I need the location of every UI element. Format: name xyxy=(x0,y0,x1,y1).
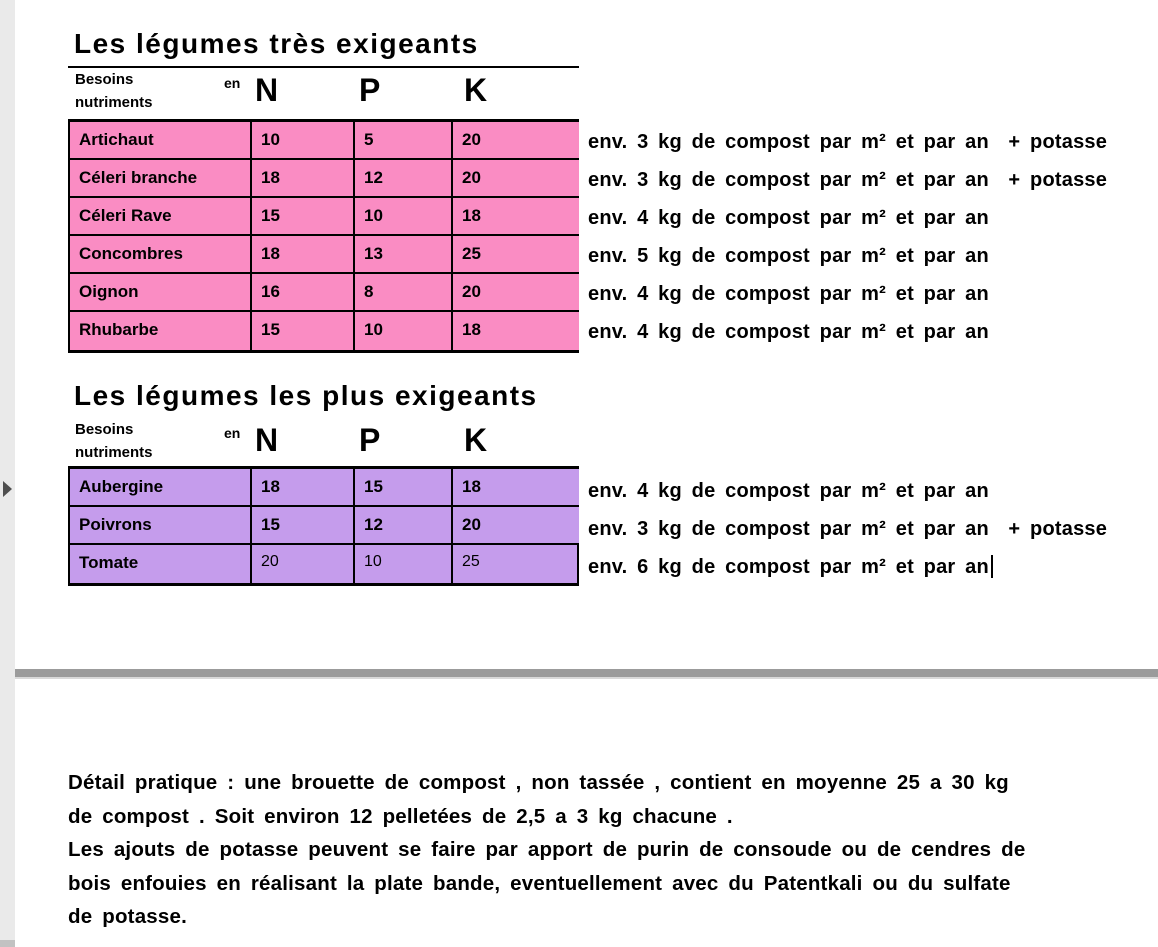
table-row xyxy=(70,507,579,545)
title-underline xyxy=(68,66,579,68)
cell-k[interactable]: 18 xyxy=(462,477,481,496)
cell-n[interactable]: 18 xyxy=(252,236,355,272)
cell-p[interactable]: 10 xyxy=(355,545,453,583)
cell-vegetable[interactable]: Oignon xyxy=(70,274,252,310)
column-header-n[interactable]: N xyxy=(255,72,279,108)
cell-p[interactable]: 8 xyxy=(355,274,453,310)
footer-text-line[interactable]: de potasse. xyxy=(68,905,187,928)
cell-n[interactable]: 15 xyxy=(252,198,355,234)
cell-vegetable[interactable]: Céleri Rave xyxy=(70,198,252,234)
cell-vegetable[interactable]: Tomate xyxy=(70,545,252,583)
cell-vegetable[interactable]: Aubergine xyxy=(70,469,252,505)
cell-vegetable[interactable]: Concombres xyxy=(70,236,252,272)
cell-n[interactable]: 18 xyxy=(252,469,355,505)
table-corner-label[interactable]: nutriments xyxy=(75,444,153,461)
cell-p[interactable]: 12 xyxy=(355,507,453,543)
cell-vegetable[interactable]: Céleri branche xyxy=(70,160,252,196)
cell-n[interactable]: 15 xyxy=(252,507,355,543)
left-panel-strip xyxy=(0,0,15,947)
compost-note[interactable]: env. 3 kg de compost par m² et par an + potasse xyxy=(588,131,1108,153)
table-row xyxy=(70,198,579,236)
table-row-selected xyxy=(70,545,579,583)
table-corner-label[interactable]: nutriments xyxy=(75,94,153,111)
column-header-k[interactable]: K xyxy=(464,72,488,108)
table-row xyxy=(70,122,579,160)
cell-vegetable[interactable]: Rhubarbe xyxy=(70,312,252,350)
cell-k[interactable]: 25 xyxy=(462,244,481,263)
cell-p[interactable]: 10 xyxy=(355,312,453,350)
table-row xyxy=(70,469,579,507)
compost-note-text: env. 6 kg de compost par m² et par an xyxy=(588,556,989,578)
cell-k[interactable]: 18 xyxy=(462,206,481,225)
section-title[interactable]: Les légumes très exigeants xyxy=(74,28,479,59)
nutrients-table xyxy=(68,466,579,586)
cell-p[interactable]: 5 xyxy=(355,122,453,158)
column-header-n[interactable]: N xyxy=(255,422,279,458)
table-corner-suffix[interactable]: en xyxy=(224,75,241,91)
table-corner-label[interactable]: Besoins xyxy=(75,421,134,438)
table-row xyxy=(70,312,579,350)
text-cursor xyxy=(991,555,993,578)
footer-paragraphs xyxy=(68,771,1153,939)
cell-k[interactable]: 18 xyxy=(462,320,481,339)
cell-k[interactable]: 20 xyxy=(462,130,481,149)
compost-note[interactable]: env. 4 kg de compost par m² et par an xyxy=(588,207,989,229)
cell-k[interactable]: 20 xyxy=(462,515,481,534)
footer-text-line[interactable]: Les ajouts de potasse peuvent se faire par apport de purin de consoude ou de cendres de xyxy=(68,838,1026,861)
footer-text-line[interactable]: Détail pratique : une brouette de compost , non tassée , contient en moyenne 25 a 30 kg xyxy=(68,771,1009,794)
compost-note[interactable]: env. 3 kg de compost par m² et par an + potasse xyxy=(588,518,1108,540)
page-break-divider xyxy=(15,669,1158,677)
table-row xyxy=(70,236,579,274)
table-row xyxy=(70,160,579,198)
compost-note[interactable]: env. 3 kg de compost par m² et par an + potasse xyxy=(588,169,1108,191)
cell-k[interactable]: 20 xyxy=(462,282,481,301)
page-break-divider-shadow xyxy=(15,677,1158,679)
expand-panel-arrow-icon[interactable] xyxy=(3,481,12,497)
table-corner-suffix[interactable]: en xyxy=(224,425,241,441)
table-corner-label[interactable]: Besoins xyxy=(75,71,134,88)
cell-p[interactable]: 15 xyxy=(355,469,453,505)
compost-note[interactable]: env. 4 kg de compost par m² et par an xyxy=(588,321,989,343)
footer-text-line[interactable]: de compost . Soit environ 12 pelletées de 2,5 a 3 kg chacune . xyxy=(68,804,733,828)
cell-p[interactable]: 10 xyxy=(355,198,453,234)
cell-n[interactable]: 16 xyxy=(252,274,355,310)
section-title[interactable]: Les légumes les plus exigeants xyxy=(74,380,538,411)
column-header-k[interactable]: K xyxy=(464,422,488,458)
cell-vegetable[interactable]: Poivrons xyxy=(70,507,252,543)
cell-p[interactable]: 13 xyxy=(355,236,453,272)
cell-vegetable[interactable]: Artichaut xyxy=(70,122,252,158)
cell-n[interactable]: 18 xyxy=(252,160,355,196)
footer-text-line[interactable]: bois enfouies en réalisant la plate bande, eventuellement avec du Patentkali ou du sulfate xyxy=(68,871,1011,895)
cell-n[interactable]: 20 xyxy=(252,545,355,583)
compost-note[interactable]: env. 4 kg de compost par m² et par an xyxy=(588,480,989,502)
cell-k[interactable]: 25 xyxy=(453,545,579,583)
cell-n[interactable]: 10 xyxy=(252,122,355,158)
nutrients-table xyxy=(68,119,579,353)
compost-note[interactable]: env. 4 kg de compost par m² et par an xyxy=(588,283,989,305)
panel-strip-footer xyxy=(0,940,15,947)
cell-k[interactable]: 20 xyxy=(462,168,481,187)
compost-note[interactable] xyxy=(588,555,993,579)
column-header-p[interactable]: P xyxy=(359,422,381,458)
column-header-p[interactable]: P xyxy=(359,72,381,108)
cell-n[interactable]: 15 xyxy=(252,312,355,350)
cell-p[interactable]: 12 xyxy=(355,160,453,196)
table-row xyxy=(70,274,579,312)
compost-note[interactable]: env. 5 kg de compost par m² et par an xyxy=(588,245,989,267)
